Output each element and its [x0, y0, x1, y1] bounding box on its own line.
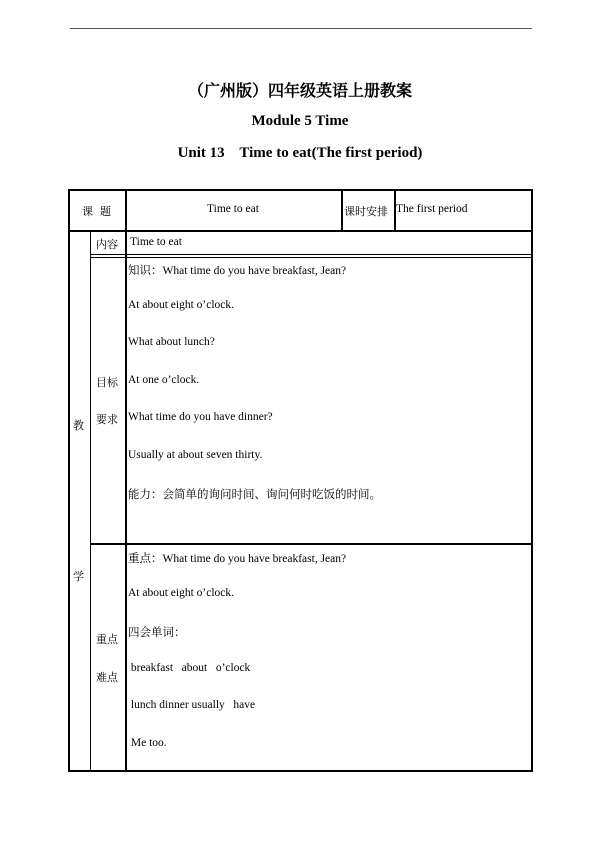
row1-divider-2: [341, 189, 343, 231]
key-line: 重点：What time do you have breakfast, Jean?: [128, 553, 347, 565]
key-label-2: 难点: [96, 671, 118, 684]
goals-label-1: 目标: [96, 376, 118, 389]
goals-row-inner-line: [90, 257, 533, 258]
key-line: Me too.: [128, 737, 167, 749]
goal-line: 知识：What time do you have breakfast, Jean?: [128, 265, 347, 277]
document-title: （广州版）四年级英语上册教案: [187, 81, 412, 100]
goal-line: What time do you have dinner?: [128, 411, 273, 423]
key-line: 四会单词：: [128, 627, 186, 639]
side-label-learn: 学: [73, 570, 84, 583]
goal-line: 能力：会简单的询问时间、询问何时吃饭的时间。: [128, 489, 381, 501]
topic-value: Time to eat: [207, 203, 259, 215]
goal-line: Usually at about seven thirty.: [128, 449, 263, 461]
topic-label: 课 题: [82, 205, 111, 218]
header-rule: [70, 28, 532, 29]
label-column-divider: [125, 231, 127, 772]
row1-divider-1: [125, 189, 127, 231]
schedule-value: The first period: [396, 203, 468, 215]
goals-label-2: 要求: [96, 413, 118, 426]
side-label-teach: 教: [73, 419, 84, 432]
goals-row-bottom: [90, 543, 533, 545]
content-row-bottom: [90, 254, 533, 255]
goal-line: At about eight o’clock.: [128, 299, 235, 311]
unit-title: Unit 13 Time to eat(The first period): [177, 145, 423, 161]
goal-line: What about lunch?: [128, 336, 215, 348]
content-value: Time to eat: [130, 236, 182, 248]
key-line: At about eight o’clock.: [128, 587, 235, 599]
key-line: breakfast about o’clock: [128, 662, 251, 674]
goal-line: At one o’clock.: [128, 374, 200, 386]
module-title: Module 5 Time: [251, 113, 349, 129]
content-label: 内容: [96, 238, 118, 251]
key-label-1: 重点: [96, 633, 118, 646]
key-line: lunch dinner usually have: [128, 699, 256, 711]
schedule-label: 课时安排: [344, 205, 388, 218]
side-column-divider: [90, 231, 91, 772]
row1-bottom: [68, 230, 533, 232]
